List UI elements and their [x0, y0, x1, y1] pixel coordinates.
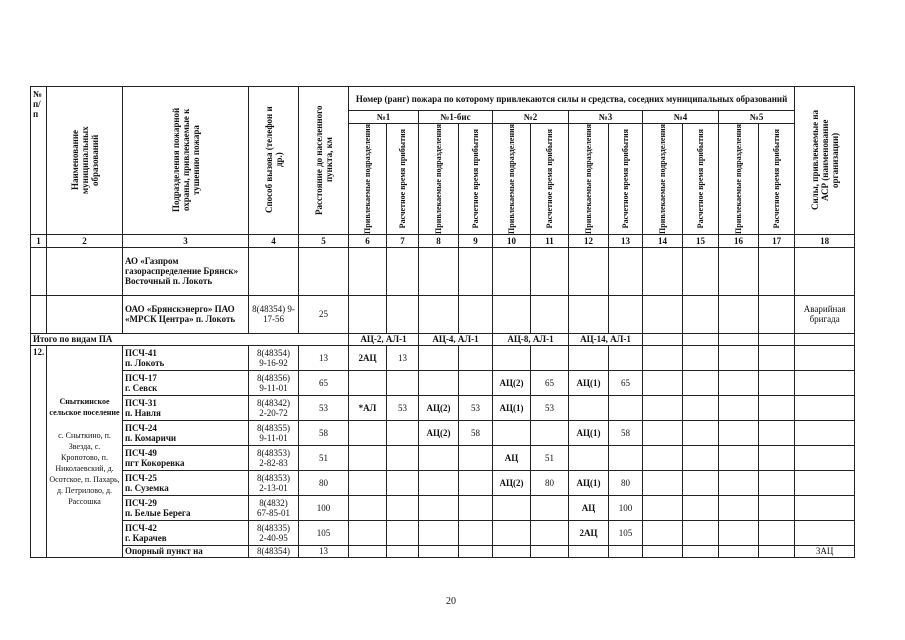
table-row: [31, 247, 855, 295]
header-num: № п/п: [31, 87, 47, 235]
sub-time-r1bis: Расчетное время прибытия: [459, 124, 493, 235]
sub-time-r5: Расчетное время прибытия: [759, 124, 795, 235]
distance: [299, 247, 349, 295]
col-number: 5: [299, 234, 349, 247]
table-row: [31, 445, 855, 470]
unit-cell: ПСЧ-49 пгт Кокоревка: [123, 445, 249, 470]
table-row: [31, 470, 855, 495]
table-row: [31, 395, 855, 420]
cell: АЦ: [493, 445, 531, 470]
page-number: 20: [446, 596, 456, 607]
column-numbers-row: [31, 234, 855, 247]
cell: [459, 495, 493, 520]
table-row: [31, 420, 855, 445]
distance: 53: [299, 395, 349, 420]
unit-cell: ПСЧ-17 г. Севск: [123, 370, 249, 395]
cell: [349, 445, 387, 470]
cell: [459, 345, 493, 370]
cell: [387, 445, 419, 470]
sub-units-r4: Привлекаемые подразделения: [643, 124, 683, 235]
cell: [349, 470, 387, 495]
cell: АЦ: [569, 495, 609, 520]
unit-cell: ПСЧ-42 г. Карачев: [123, 520, 249, 545]
table-row: [31, 520, 855, 545]
cell: [493, 520, 531, 545]
header-distance: Расстояние до населенного пункта, км: [299, 87, 349, 235]
phone-cell: 8(48354) 9-16-92: [249, 345, 299, 370]
phone-cell: 8(48342) 2-20-72: [249, 395, 299, 420]
cell: [419, 495, 459, 520]
col-number: 18: [795, 234, 855, 247]
cell: АЦ(1): [569, 370, 609, 395]
cell: 65: [609, 370, 643, 395]
cell: [419, 445, 459, 470]
col-number: 17: [759, 234, 795, 247]
cell: [609, 345, 643, 370]
cell: АЦ(1): [569, 470, 609, 495]
cell: *АЛ: [349, 395, 387, 420]
col-number: 12: [569, 234, 609, 247]
sub-units-r3: Привлекаемые подразделения: [569, 124, 609, 235]
cell: [387, 370, 419, 395]
cell: [349, 520, 387, 545]
col-number: 3: [123, 234, 249, 247]
municipality-places: с. Сныткино, п. Звезда, с. Кропотово, п. Николаевский, д. Осотское, п. Пахарь, д. Петрилово, д. Рассошка: [49, 430, 120, 506]
distance: 25: [299, 295, 349, 333]
cell: [349, 370, 387, 395]
cell: 53: [459, 395, 493, 420]
cell: [419, 345, 459, 370]
cell: [387, 520, 419, 545]
cell: 80: [531, 470, 569, 495]
cell: АЦ(1): [493, 395, 531, 420]
col-number: 2: [47, 234, 123, 247]
phone-cell: 8(48335) 2-40-95: [249, 520, 299, 545]
cell: [349, 495, 387, 520]
totals-rank-1: АЦ-2, АЛ-1: [349, 333, 419, 345]
cell: АЦ(2): [493, 370, 531, 395]
sub-time-r3: Расчетное время прибытия: [609, 124, 643, 235]
cell: 13: [387, 345, 419, 370]
unit-cell: ПСЧ-25 п. Суземка: [123, 470, 249, 495]
cell: 53: [531, 395, 569, 420]
cell: [459, 445, 493, 470]
totals-label: Итого по видам ПА: [31, 333, 349, 345]
sub-units-r2: Привлекаемые подразделения: [493, 124, 531, 235]
col-number: 4: [249, 234, 299, 247]
col-number: 11: [531, 234, 569, 247]
header-call-method: Способ вызова (телефон и др.): [249, 87, 299, 235]
unit-name: АО «Газпром газораспределение Брянск» Восточный п. Локоть: [123, 247, 249, 295]
distance: 80: [299, 470, 349, 495]
totals-rank-1bis: АЦ-4, АЛ-1: [419, 333, 493, 345]
col-number: 8: [419, 234, 459, 247]
table-row: [31, 495, 855, 520]
fire-forces-table: [30, 86, 855, 558]
phone-cell: 8(48353) 2-82-83: [249, 445, 299, 470]
cell: [493, 345, 531, 370]
section-number: 12.: [31, 345, 47, 557]
distance: 13: [299, 345, 349, 370]
phone: [249, 247, 299, 295]
col-number: 14: [643, 234, 683, 247]
unit-cell: ПСЧ-41 п. Локоть: [123, 345, 249, 370]
distance: 105: [299, 520, 349, 545]
header-rank-group: Номер (ранг) пожара по которому привлекаются силы и средства, соседних муниципальных образований: [349, 87, 795, 111]
phone-cell: 8(48355) 9-11-01: [249, 420, 299, 445]
cell: [531, 495, 569, 520]
rank-1bis: №1-бис: [419, 111, 493, 124]
table-row: [31, 295, 855, 333]
header-units: Подразделения пожарной охраны, привлекаемые к тушению пожара: [123, 87, 249, 235]
unit-cell: ПСЧ-31 п. Навля: [123, 395, 249, 420]
unit-name: Опорный пункт на: [123, 545, 249, 557]
cell: 58: [459, 420, 493, 445]
rank-2: №2: [493, 111, 569, 124]
distance: 13: [299, 545, 349, 557]
asr-forces: 3АЦ: [795, 545, 855, 557]
phone: 8(48354) 9-17-56: [249, 295, 299, 333]
cell: [609, 395, 643, 420]
cell: 65: [531, 370, 569, 395]
sub-time-r4: Расчетное время прибытия: [683, 124, 719, 235]
cell: [387, 495, 419, 520]
rank-3: №3: [569, 111, 643, 124]
cell: [531, 520, 569, 545]
rank-1: №1: [349, 111, 419, 124]
cell: АЦ(2): [419, 420, 459, 445]
col-number: 1: [31, 234, 47, 247]
cell: 2АЦ: [569, 520, 609, 545]
sub-time-r1: Расчетное время прибытия: [387, 124, 419, 235]
asr-forces: Аварийная бригада: [795, 295, 855, 333]
distance: 65: [299, 370, 349, 395]
municipality-cell: [47, 345, 123, 557]
cell: 2АЦ: [349, 345, 387, 370]
cell: АЦ(2): [493, 470, 531, 495]
cell: 58: [609, 420, 643, 445]
cell: [387, 420, 419, 445]
sub-time-r2: Расчетное время прибытия: [531, 124, 569, 235]
asr-forces: [795, 247, 855, 295]
unit-cell: ПСЧ-24 п. Комаричи: [123, 420, 249, 445]
cell: 80: [609, 470, 643, 495]
cell: [569, 395, 609, 420]
phone-cell: 8(48356) 9-11-01: [249, 370, 299, 395]
col-number: 10: [493, 234, 531, 247]
cell: [609, 445, 643, 470]
cell: АЦ(2): [419, 395, 459, 420]
cell: [419, 520, 459, 545]
cell: [387, 470, 419, 495]
cell: [459, 470, 493, 495]
cell: 100: [609, 495, 643, 520]
col-number: 13: [609, 234, 643, 247]
col-number: 9: [459, 234, 493, 247]
cell: [493, 420, 531, 445]
cell: [493, 495, 531, 520]
unit-cell: ПСЧ-29 п. Белые Берега: [123, 495, 249, 520]
cell: [419, 370, 459, 395]
rank-4: №4: [643, 111, 719, 124]
totals-rank-2: АЦ-8, АЛ-1: [493, 333, 569, 345]
rank-5: №5: [719, 111, 795, 124]
cell: [459, 520, 493, 545]
cell: [531, 420, 569, 445]
col-number: 7: [387, 234, 419, 247]
cell: 53: [387, 395, 419, 420]
cell: [349, 420, 387, 445]
cell: АЦ(1): [569, 420, 609, 445]
sub-units-r5: Привлекаемые подразделения: [719, 124, 759, 235]
unit-name: ОАО «Брянскэнерго» ПАО «МРСК Центра» п. Локоть: [123, 295, 249, 333]
cell: [419, 470, 459, 495]
distance: 58: [299, 420, 349, 445]
sub-units-r1: Привлекаемые подразделения: [349, 124, 387, 235]
totals-rank-3: АЦ-14, АЛ-1: [569, 333, 643, 345]
cell: [569, 345, 609, 370]
col-number: 6: [349, 234, 387, 247]
header-municipal: Наименование муниципальных образований: [47, 87, 123, 235]
cell: 51: [531, 445, 569, 470]
phone-cell: 8(4832) 67-85-01: [249, 495, 299, 520]
cell: 105: [609, 520, 643, 545]
totals-row: [31, 333, 855, 345]
col-number: 15: [683, 234, 719, 247]
cell: [531, 345, 569, 370]
cell: [569, 445, 609, 470]
table-row: [31, 345, 855, 370]
cell: [459, 370, 493, 395]
col-number: 16: [719, 234, 759, 247]
distance: 51: [299, 445, 349, 470]
distance: 100: [299, 495, 349, 520]
header-asr: Силы, привлекаемые на АСР (наименование организации): [795, 87, 855, 235]
table-row: [31, 370, 855, 395]
municipality-name: Сныткинское сельское поселение: [49, 396, 120, 417]
phone-cell: 8(48353) 2-13-01: [249, 470, 299, 495]
phone: 8(48354): [249, 545, 299, 557]
sub-units-r1bis: Привлекаемые подразделения: [419, 124, 459, 235]
table-row: [31, 545, 855, 557]
